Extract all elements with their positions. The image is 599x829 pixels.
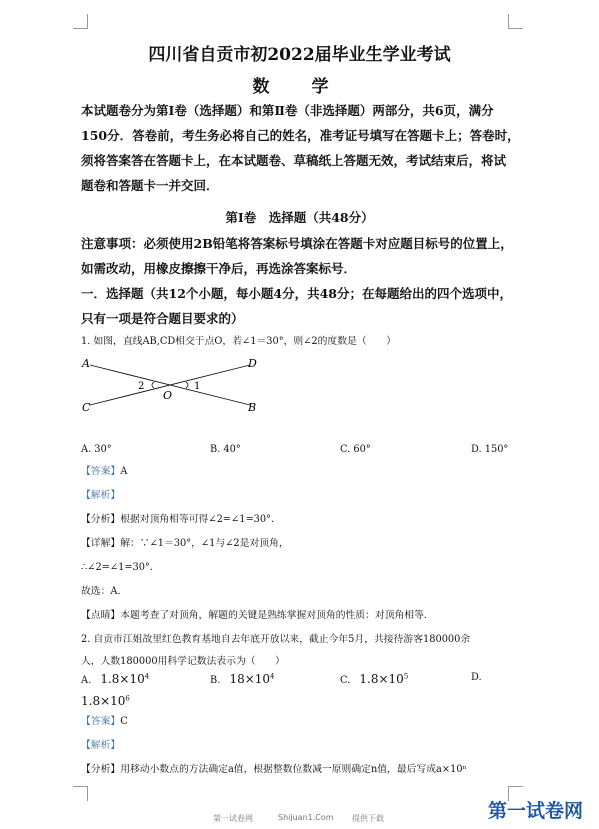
q1-dianjing-line [81,604,434,628]
label-b: B [248,401,257,414]
corner-mark-top-left [73,14,88,29]
angle-2-arc [152,382,154,388]
q2-option-exp: 5 [403,672,409,681]
footer-site-name: 第一试卷网 [213,814,253,823]
intro-paragraph [81,98,521,198]
q1-fenxi-line [81,508,281,532]
part-heading-line: 一．选择题（共12个小题，每小题4分，共48分；在每题给出的四个选项中， [81,286,512,301]
corner-mark-bottom-left [73,786,88,801]
q2-option-base: 18×10 [229,672,271,686]
q1-answer: A [120,466,128,477]
notice-line: 注意事项：必须使用2B铅笔将答案标号填涂在答题卡对应题目标号的位置上， [81,236,513,251]
intro-line: 本试题卷分为第Ⅰ卷（选择题）和第Ⅱ卷（非选择题）两部分，共6页，满分 [81,103,494,118]
q2-option-exp: 6 [125,694,130,703]
q2-option-exp: 4 [270,672,275,681]
q2-option-d-label: D. [471,672,482,683]
q1-dianjing: 本题考查了对顶角，解题的关键是熟练掌握对顶角的性质：对顶角相等． [120,610,434,621]
q2-fenxi-line [81,758,467,782]
q2-stem-line-1: 2. 自贡市江姐故里红色教育基地自去年底开放以来，截止今年5月，共接待游客180000余 [81,634,471,645]
intro-line: 须将答案答在答题卡上，在本试题卷、草稿纸上答题无效，考试结束后，将试 [81,153,507,168]
answer-tag: 【答案】 [81,466,121,477]
q2-option-a [81,672,149,686]
q1-xiangjie: 解：∵∠1＝30°，∠1与∠2是对顶角， [120,538,289,549]
label-d: D [248,357,257,370]
subject-title: 数 学 [252,77,347,97]
notice-line: 如需改动，用橡皮擦擦干净后，再选涂答案标号． [81,261,357,276]
label-o: O [163,389,173,402]
exam-title: 四川省自贡市初2022届毕业生学业考试 [148,45,451,65]
corner-mark-top-right [508,14,523,29]
notice-paragraph [81,231,526,331]
q2-answer-line [81,710,128,734]
analysis-tag: 【解析】 [81,740,121,751]
q2-fenxi: 用移动小数点的方法确定a值，根据整数位数减一原则确定n值，最后写成a×10ⁿ [120,764,467,775]
fenxi-tag: 【分析】 [81,764,121,775]
q1-option-b: B. 40° [210,444,241,455]
q2-option-base: 1.8×10 [81,694,126,708]
q1-stem: 1. 如图，直线AB,CD相交于点O，若∠1＝30°，则∠2的度数是（ ） [81,336,397,347]
q1-option-a: A. 30° [81,444,112,455]
q1-figure [78,355,268,417]
q2-option-b [210,672,275,686]
q2-option-d [81,694,130,708]
part-heading-line: 只有一项是符合题目要求的） [81,311,244,326]
brand-logo-text: 第一试卷网 [488,800,584,822]
q2-option-label: C. [340,675,351,686]
q2-answer: C [120,716,128,727]
label-angle-1: 1 [194,381,201,392]
footer-domain: Shijuan1.Com [278,813,334,822]
q2-stem-line-2: 人，人数180000用科学记数法表示为（ ） [81,656,285,667]
q2-option-label: A. [81,675,92,686]
q2-analysis-tag-line [81,734,120,758]
intro-line: 150分．答卷前，考生务必将自己的姓名，准考证号填写在答题卡上；答卷时， [81,128,520,143]
label-a: A [82,357,90,370]
q1-option-c: C. 60° [340,444,371,455]
q2-option-base: 1.8×10 [100,672,145,686]
q2-option-exp: 4 [144,672,150,681]
xiangjie-tag: 【详解】 [81,538,121,549]
q1-answer-line [81,460,127,484]
label-angle-2: 2 [138,381,145,392]
dianjing-tag: 【点睛】 [81,610,121,621]
q1-therefore: ∴∠2=∠1=30°． [81,562,160,573]
footer-note: 提供下载 [352,814,384,823]
q2-option-c [340,672,408,686]
q2-option-label: B. [210,675,221,686]
q2-option-base: 1.8×10 [359,672,404,686]
q1-option-d: D. 150° [471,444,509,455]
q1-xiangjie-line [81,532,289,556]
answer-tag: 【答案】 [81,716,121,727]
intro-line: 题卷和答题卡一并交回． [81,178,219,193]
q1-fenxi: 根据对顶角相等可得∠2=∠1=30°． [120,514,281,525]
label-c: C [82,401,91,414]
q1-analysis-tag-line [81,484,120,508]
fenxi-tag: 【分析】 [81,514,121,525]
section-heading: 第Ⅰ卷 选择题（共48分） [225,210,374,225]
angle-1-arc [186,382,188,388]
q1-choose: 故选：A． [81,586,128,597]
analysis-tag: 【解析】 [81,490,121,501]
